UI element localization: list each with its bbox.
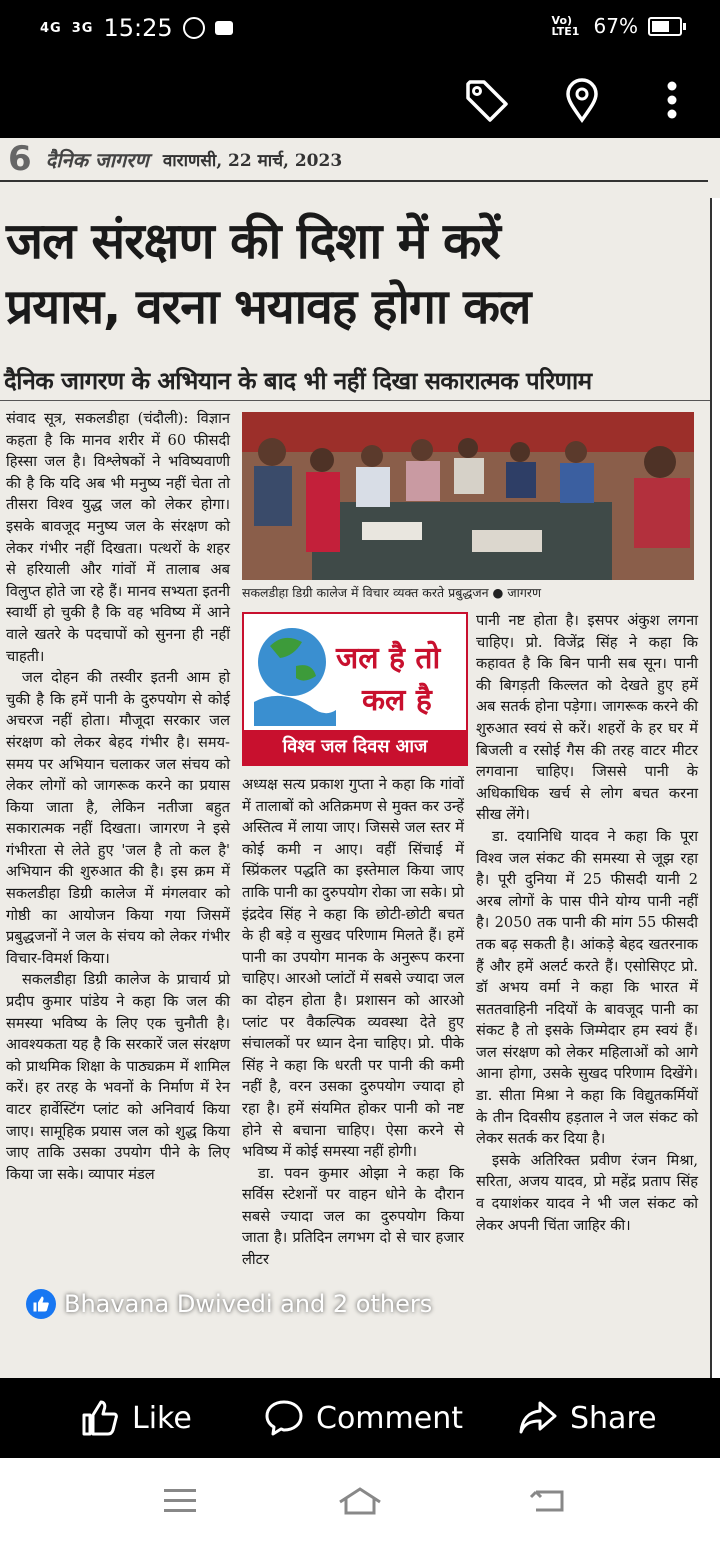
photo-viewer-toolbar <box>0 60 720 138</box>
battery-fill <box>652 21 669 32</box>
volte-indicator: Vo) LTE1 <box>551 14 580 38</box>
youtube-icon <box>215 21 233 35</box>
paragraph: डा. पवन कुमार ओझा ने कहा कि सर्विस स्टेशनों पर वाहन धोने के दौरान सबसे ज्यादा जल का दुरुपयोग किया जाता है। प्रतिदिन लगभग दो से चार हजार लीटर <box>242 1164 464 1269</box>
like-button[interactable] <box>80 1398 192 1438</box>
page-number: 6 <box>8 139 32 179</box>
clock: 15:25 <box>103 14 173 42</box>
reactions-summary[interactable] <box>26 1286 432 1322</box>
meeting-photo <box>242 412 694 580</box>
article-column-1 <box>6 408 230 1185</box>
dateline: वाराणसी, 22 मार्च, 2023 <box>162 150 343 171</box>
paragraph: सकलडीहा डिग्री कालेज के प्राचार्य प्रो प्रदीप कुमार पांडेय ने कहा कि जल की समस्या भविष्य के लिए एक चुनौती है। आवश्यकता यह है कि सरकारें जल संरक्षण को प्राथमिक शिक्षा के पाठ्यक्रम में शामिल करें। हर तरह के भवनों के निर्माण में रेन वाटर हार्वेस्टिंग प्लांट को अनिवार्य किया जाए। सामूहिक प्रयास जल को शुद्ध किया जाए ताकि उसका उपयोग पीने के लिए किया जा सके। व्यापार मंडल <box>6 971 230 1183</box>
tag-icon[interactable] <box>462 76 510 124</box>
status-bar <box>0 0 720 60</box>
paragraph: अध्यक्ष सत्य प्रकाश गुप्ता ने कहा कि गांवों में तालाबों को अतिक्रमण से मुक्त कर उन्हें अस्तित्व में लाया जाए। जिससे जल स्तर में कोई कमी न आए। वहीं सिंचाई में स्प्रिंकलर पद्धति का इस्तेमाल किया जाए ताकि पानी का दुरुपयोग रोका जा सके। प्रो इंद्रदेव सिंह ने कहा कि छोटी-छोटी बचत के ही बड़े व सुखद परिणाम मिलते हैं। हमें पानी का उपयोग मानक के अनुरूप करना चाहिए। आरओ प्लांटों में सबसे ज्यादा जल का दोहन होता है। प्रशासन को आरओ प्लांट पर वैकल्पिक व्यवस्था देते हुए संचालकों पर ध्यान देना चाहिए। प्रो. पीके सिंह ने कहा कि धरती पर पानी की कमी नहीं है, वरन उसका दुरुपयोग ज्यादा हो रहा है। हमें संयमित होकर पानी को नष्ट होने से बचाना चाहिए। ऐसा करने से भविष्य में कोई समस्या नहीं होगी। <box>242 776 464 1161</box>
comment-icon <box>264 1398 304 1438</box>
globe-water-icon <box>250 622 336 726</box>
like-icon <box>80 1398 120 1438</box>
like-label: Like <box>132 1400 192 1436</box>
article-column-2 <box>242 774 464 1271</box>
campaign-logo <box>242 612 468 766</box>
menu-icon[interactable] <box>162 1486 198 1516</box>
back-icon[interactable] <box>528 1486 568 1516</box>
whatsapp-icon <box>183 17 205 39</box>
logo-text-kal: कल है <box>362 683 432 718</box>
subheadline: दैनिक जागरण के अभियान के बाद भी नहीं दिखा सकारात्मक परिणाम <box>4 367 592 395</box>
logo-text-jal: जल है तो <box>336 641 441 676</box>
paragraph: पानी नष्ट होता है। इसपर अंकुश लगना चाहिए। प्रो. विजेंद्र सिंह ने कहा कि कहावत है कि बिन पानी सब सून। पानी की बिगड़ती किल्लत को देखते हुए हमें अब सतर्क होना पड़ेगा। जागरूक करने की शुरुआत स्वयं से करें। शहरों के हर घर में बिजली व रसोई गैस की तरह वाटर मीटर लगवाना चाहिए। जिससे पानी के अधिकाधिक खर्च से लोग बचत करना सीख लेंगे। <box>476 612 698 824</box>
signal-1: 4G <box>40 20 62 36</box>
article-column-3 <box>476 610 698 1236</box>
comment-button[interactable] <box>264 1398 463 1438</box>
signal-2: 3G <box>71 20 94 36</box>
comment-label: Comment <box>316 1400 463 1436</box>
home-icon[interactable] <box>336 1486 384 1516</box>
newspaper-photo[interactable] <box>0 138 720 1378</box>
share-button[interactable] <box>518 1398 657 1438</box>
more-vertical-icon[interactable] <box>648 76 696 124</box>
system-navigation-bar <box>0 1458 720 1544</box>
battery-percent: 67% <box>593 14 638 38</box>
share-label: Share <box>570 1400 657 1436</box>
photo-caption: सकलडीहा डिग्री कालेज में विचार व्यक्त करते प्रबुद्धजन ● जागरण <box>242 585 542 600</box>
headline-line-1: जल संरक्षण की दिशा में करें <box>6 212 500 270</box>
post-actions <box>0 1378 720 1458</box>
share-icon <box>518 1398 558 1438</box>
paper-name: दैनिक जागरण <box>45 147 149 172</box>
headline-line-2: प्रयास, वरना भयावह होगा कल <box>6 278 531 335</box>
logo-banner: विश्व जल दिवस आज <box>244 730 466 764</box>
divider <box>0 400 710 401</box>
paragraph: जल दोहन की तस्वीर इतनी आम हो चुकी है कि हमें पानी के दुरुपयोग से कोई अचरज नहीं होता। मौजूदा सरकार जल संरक्षण को लेकर बेहद गंभीर है। समय-समय पर अभियान चलाकर जल संचय को लेकर लोगों को जागरूक करने का प्रयास किया जाता है, लेकिन नतीजा बहुत सकारात्मक नहीं दिखता। जागरण ने इसे गंभीरता से लेते हुए 'जल है तो कल है' अभियान की शुरुआत की है। इस क्रम में सकलडीहा डिग्री कालेज में मंगलवार को गोष्ठी का आयोजन किया गया जिसमें प्रबुद्धजनों ने जल के संचय को लेकर गंभीर विचार-विमर्श किया। <box>6 669 230 967</box>
paragraph: डा. दयानिधि यादव ने कहा कि पूरा विश्व जल संकट की समस्या से जूझ रहा है। पूरी दुनिया में 25 फीसदी यानी 2 अरब लोगों के पास पीने योग्य पानी नहीं है। 2050 तक पानी की मांग 55 फीसदी तक बढ़ सकती है। आंकड़े बेहद खतरनाक हैं और हमें अलर्ट करते हैं। एसोसिएट प्रो. डॉ अभय वर्मा ने कहा कि भारत में सततवाहिनी नदियों के बावजूद पानी का संकट है तो इसके जिम्मेदार हम स्वयं हैं। जल संरक्षण को लेकर महिलाओं को आगे आना होगा, उसके सुखद परिणाम दिखेंगे। डा. सीता मिश्रा ने कहा कि विद्युतकर्मियों के तीन दिवसीय हड़ताल ने जल संकट को लेकर सतर्क कर दिया है। <box>476 827 698 1148</box>
battery-icon <box>648 17 682 36</box>
like-reaction-icon <box>26 1289 56 1319</box>
paragraph: संवाद सूत्र, सकलडीहा (चंदौली): विज्ञान कहता है कि मानव शरीर में 60 फीसदी हिस्सा जल है। विश्लेषकों ने भविष्यवाणी की है कि यदि अब भी मनुष्य नहीं चेता तो तीसरा विश्व युद्ध जल को लेकर होगा। इसके बावजूद मनुष्य जल के संरक्षण को लेकर गंभीर नहीं दिखता। पत्थरों के शहर से हरियाली और गांवों में तालाब अब विलुप्त होते जा रहे हैं। मानव सभ्यता इतनी स्वार्थी हो चुकी है कि वह भविष्य में आने वाले खतरे के पदचापों को सुनना ही नहीं चाहती। <box>6 410 230 665</box>
paragraph: इसके अतिरिक्त प्रवीण रंजन मिश्रा, सरिता, अजय यादव, प्रो महेंद्र प्रताप सिंह व दयाशंकर यादव ने भी जल संकट को लेकर अपनी चिंता जाहिर की। <box>476 1151 698 1234</box>
reactions-text: Bhavana Dwivedi and 2 others <box>64 1290 433 1318</box>
headline <box>6 210 706 337</box>
masthead <box>0 138 708 182</box>
location-pin-icon[interactable] <box>558 76 606 124</box>
